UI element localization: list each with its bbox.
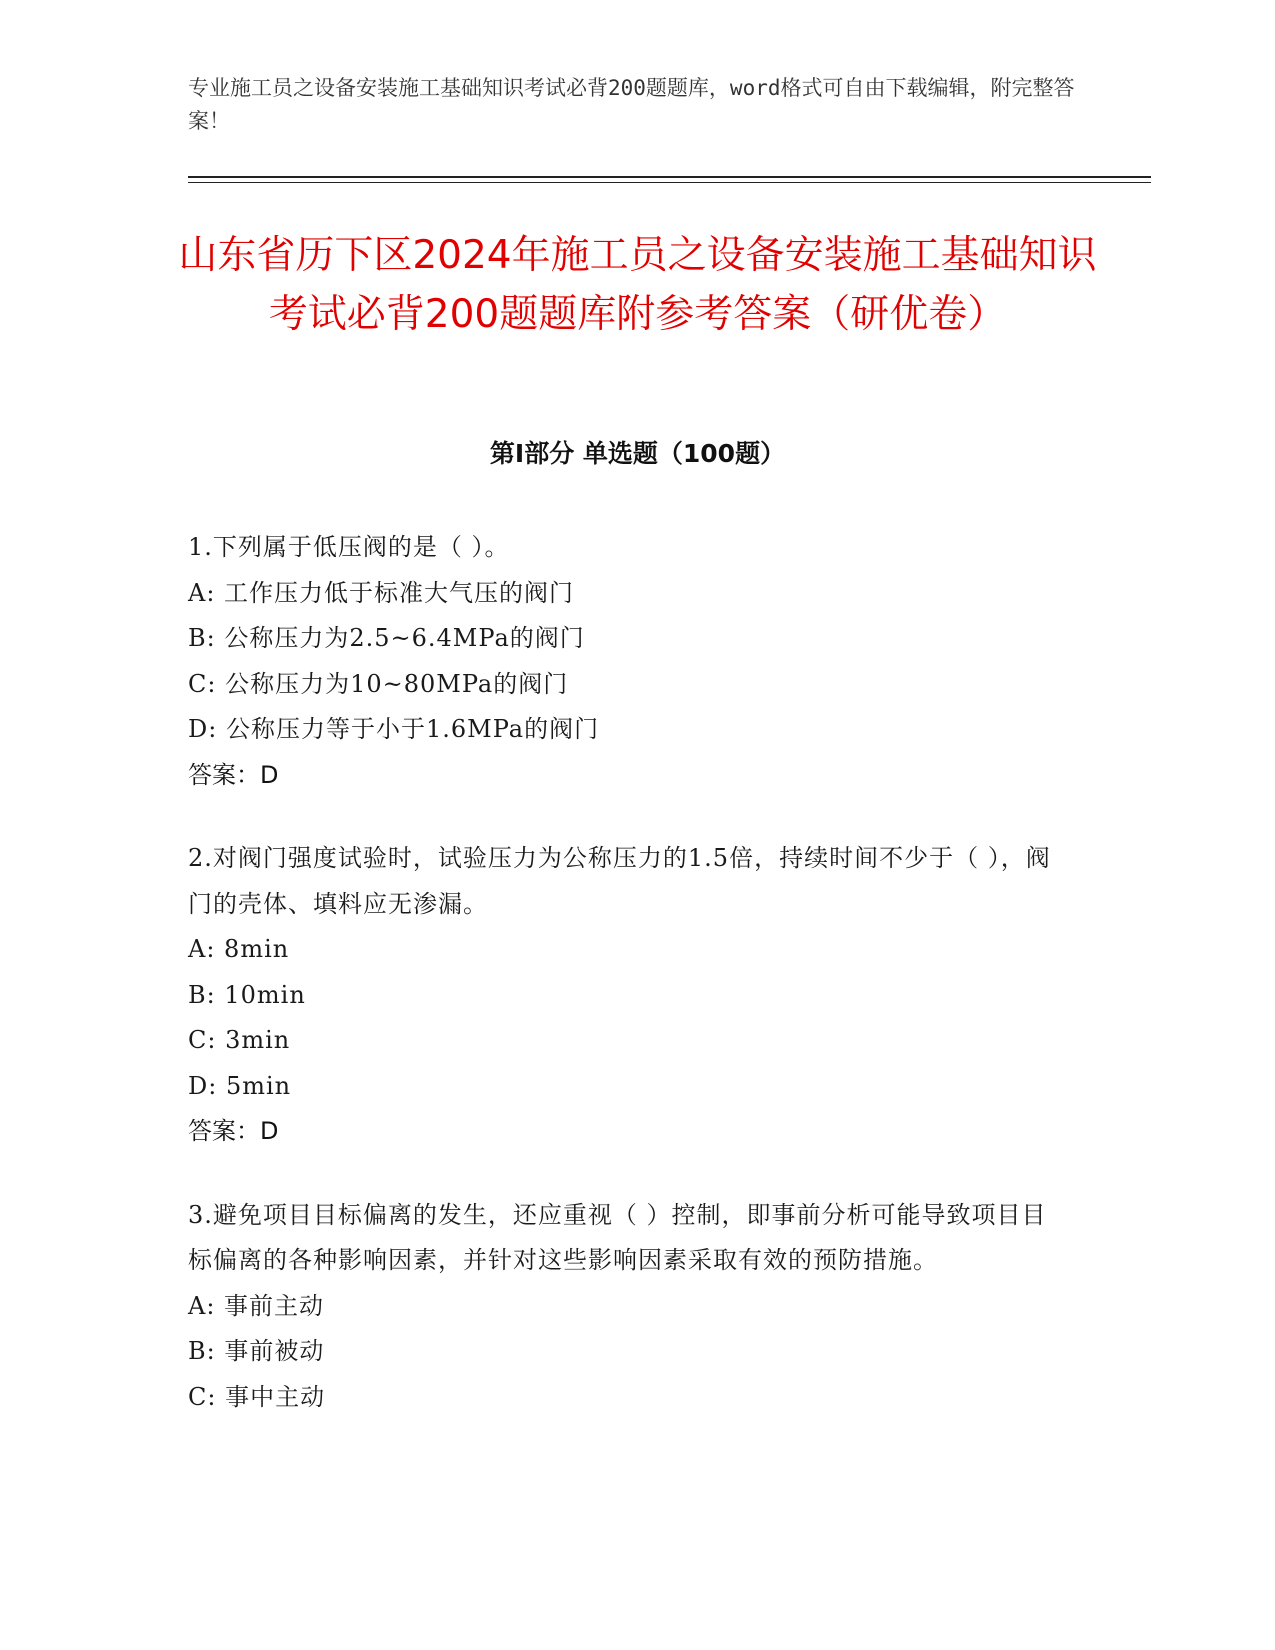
option-a: A: 8min [188,935,290,963]
question-stem: 1.下列属于低压阀的是（ ）。 [188,533,510,561]
question-item [188,836,1068,1155]
question-list [188,525,1068,1458]
section-title: 第I部分 单选题（100题） [489,439,786,468]
question-item [188,1193,1068,1421]
option-d: D: 公称压力等于小于1.6MPa的阀门 [188,715,600,743]
answer-line: 答案：D [188,760,279,789]
document-title: 山东省历下区2024年施工员之设备安装施工基础知识考试必背200题题库附参考答案（研优卷） [178,233,1097,337]
answer-line: 答案：D [188,1117,279,1145]
question-item [188,525,1068,798]
option-c: C: 事中主动 [188,1382,326,1411]
header-divider [188,176,1151,178]
option-b: B: 公称压力为2.5~6.4MPa的阀门 [188,624,585,652]
option-b: B: 10min [188,980,306,1009]
option-d: D: 5min [188,1071,292,1100]
option-b: B: 事前被动 [188,1337,325,1365]
question-stem: 2.对阀门强度试验时，试验压力为公称压力的1.5倍，持续时间不少于（ ），阀门的壳体、填料应无渗漏。 [188,844,1051,918]
question-stem: 3.避免项目目标偏离的发生，还应重视（ ）控制，即事前分析可能导致项目目标偏离的各种影响因素，并针对这些影响因素采取有效的预防措施。 [188,1200,1047,1274]
option-a: A: 工作压力低于标准大气压的阀门 [188,578,575,607]
option-c: C: 公称压力为10~80MPa的阀门 [188,669,569,698]
option-a: A: 事前主动 [188,1291,325,1320]
header-note: 专业施工员之设备安装施工基础知识考试必背200题题库，word格式可自由下载编辑，附完整答案！ [188,76,1075,133]
option-c: C: 3min [188,1026,291,1054]
header-divider-thin [188,182,1151,183]
